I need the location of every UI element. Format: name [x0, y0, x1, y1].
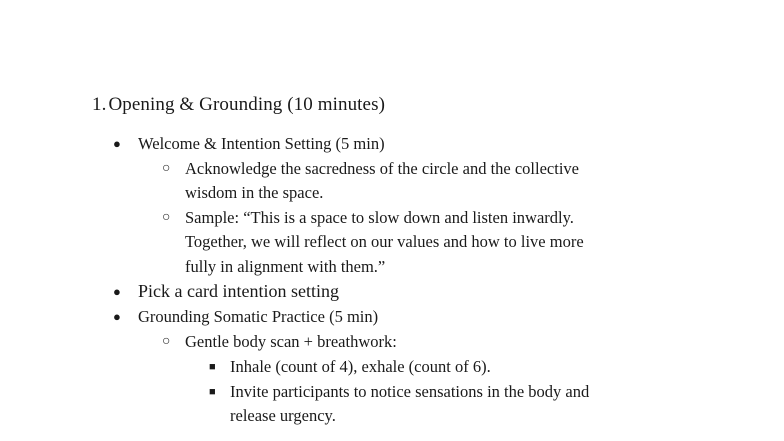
section-heading — [92, 92, 385, 118]
square-bullet-icon: ■ — [209, 361, 216, 373]
list-item-pick-card: Pick a card intention setting — [138, 281, 339, 301]
list-item-grounding: Grounding Somatic Practice (5 min) — [138, 307, 379, 326]
list-item-invite-line1: Invite participants to notice sensations in the body and — [230, 382, 590, 401]
list-item-acknowledge-line2: wisdom in the space. — [185, 183, 324, 202]
circle-bullet-icon: ○ — [162, 334, 171, 349]
list-item-body-scan: Gentle body scan + breathwork: — [185, 332, 397, 351]
square-bullet-icon: ■ — [209, 386, 216, 398]
section-title: Opening & Grounding (10 minutes) — [108, 94, 386, 115]
list-item-sample-line2: Together, we will reflect on our values and how to live more — [185, 232, 584, 251]
circle-bullet-icon: ○ — [162, 210, 171, 225]
list-item-inhale: Inhale (count of 4), exhale (count of 6). — [230, 357, 491, 376]
list-item-welcome: Welcome & Intention Setting (5 min) — [138, 134, 385, 153]
list-item-invite-line2: release urgency. — [230, 406, 336, 425]
list-item-acknowledge-line1: Acknowledge the sacredness of the circle and the collective — [185, 159, 579, 178]
disc-bullet-icon: ● — [113, 284, 121, 299]
disc-bullet-icon: ● — [113, 136, 121, 151]
disc-bullet-icon: ● — [113, 309, 121, 324]
list-item-sample-line3: fully in alignment with them.” — [185, 257, 386, 276]
section-number: 1. — [92, 94, 107, 115]
list-item-sample-line1: Sample: “This is a space to slow down and listen inwardly. — [185, 208, 574, 227]
circle-bullet-icon: ○ — [162, 161, 171, 176]
